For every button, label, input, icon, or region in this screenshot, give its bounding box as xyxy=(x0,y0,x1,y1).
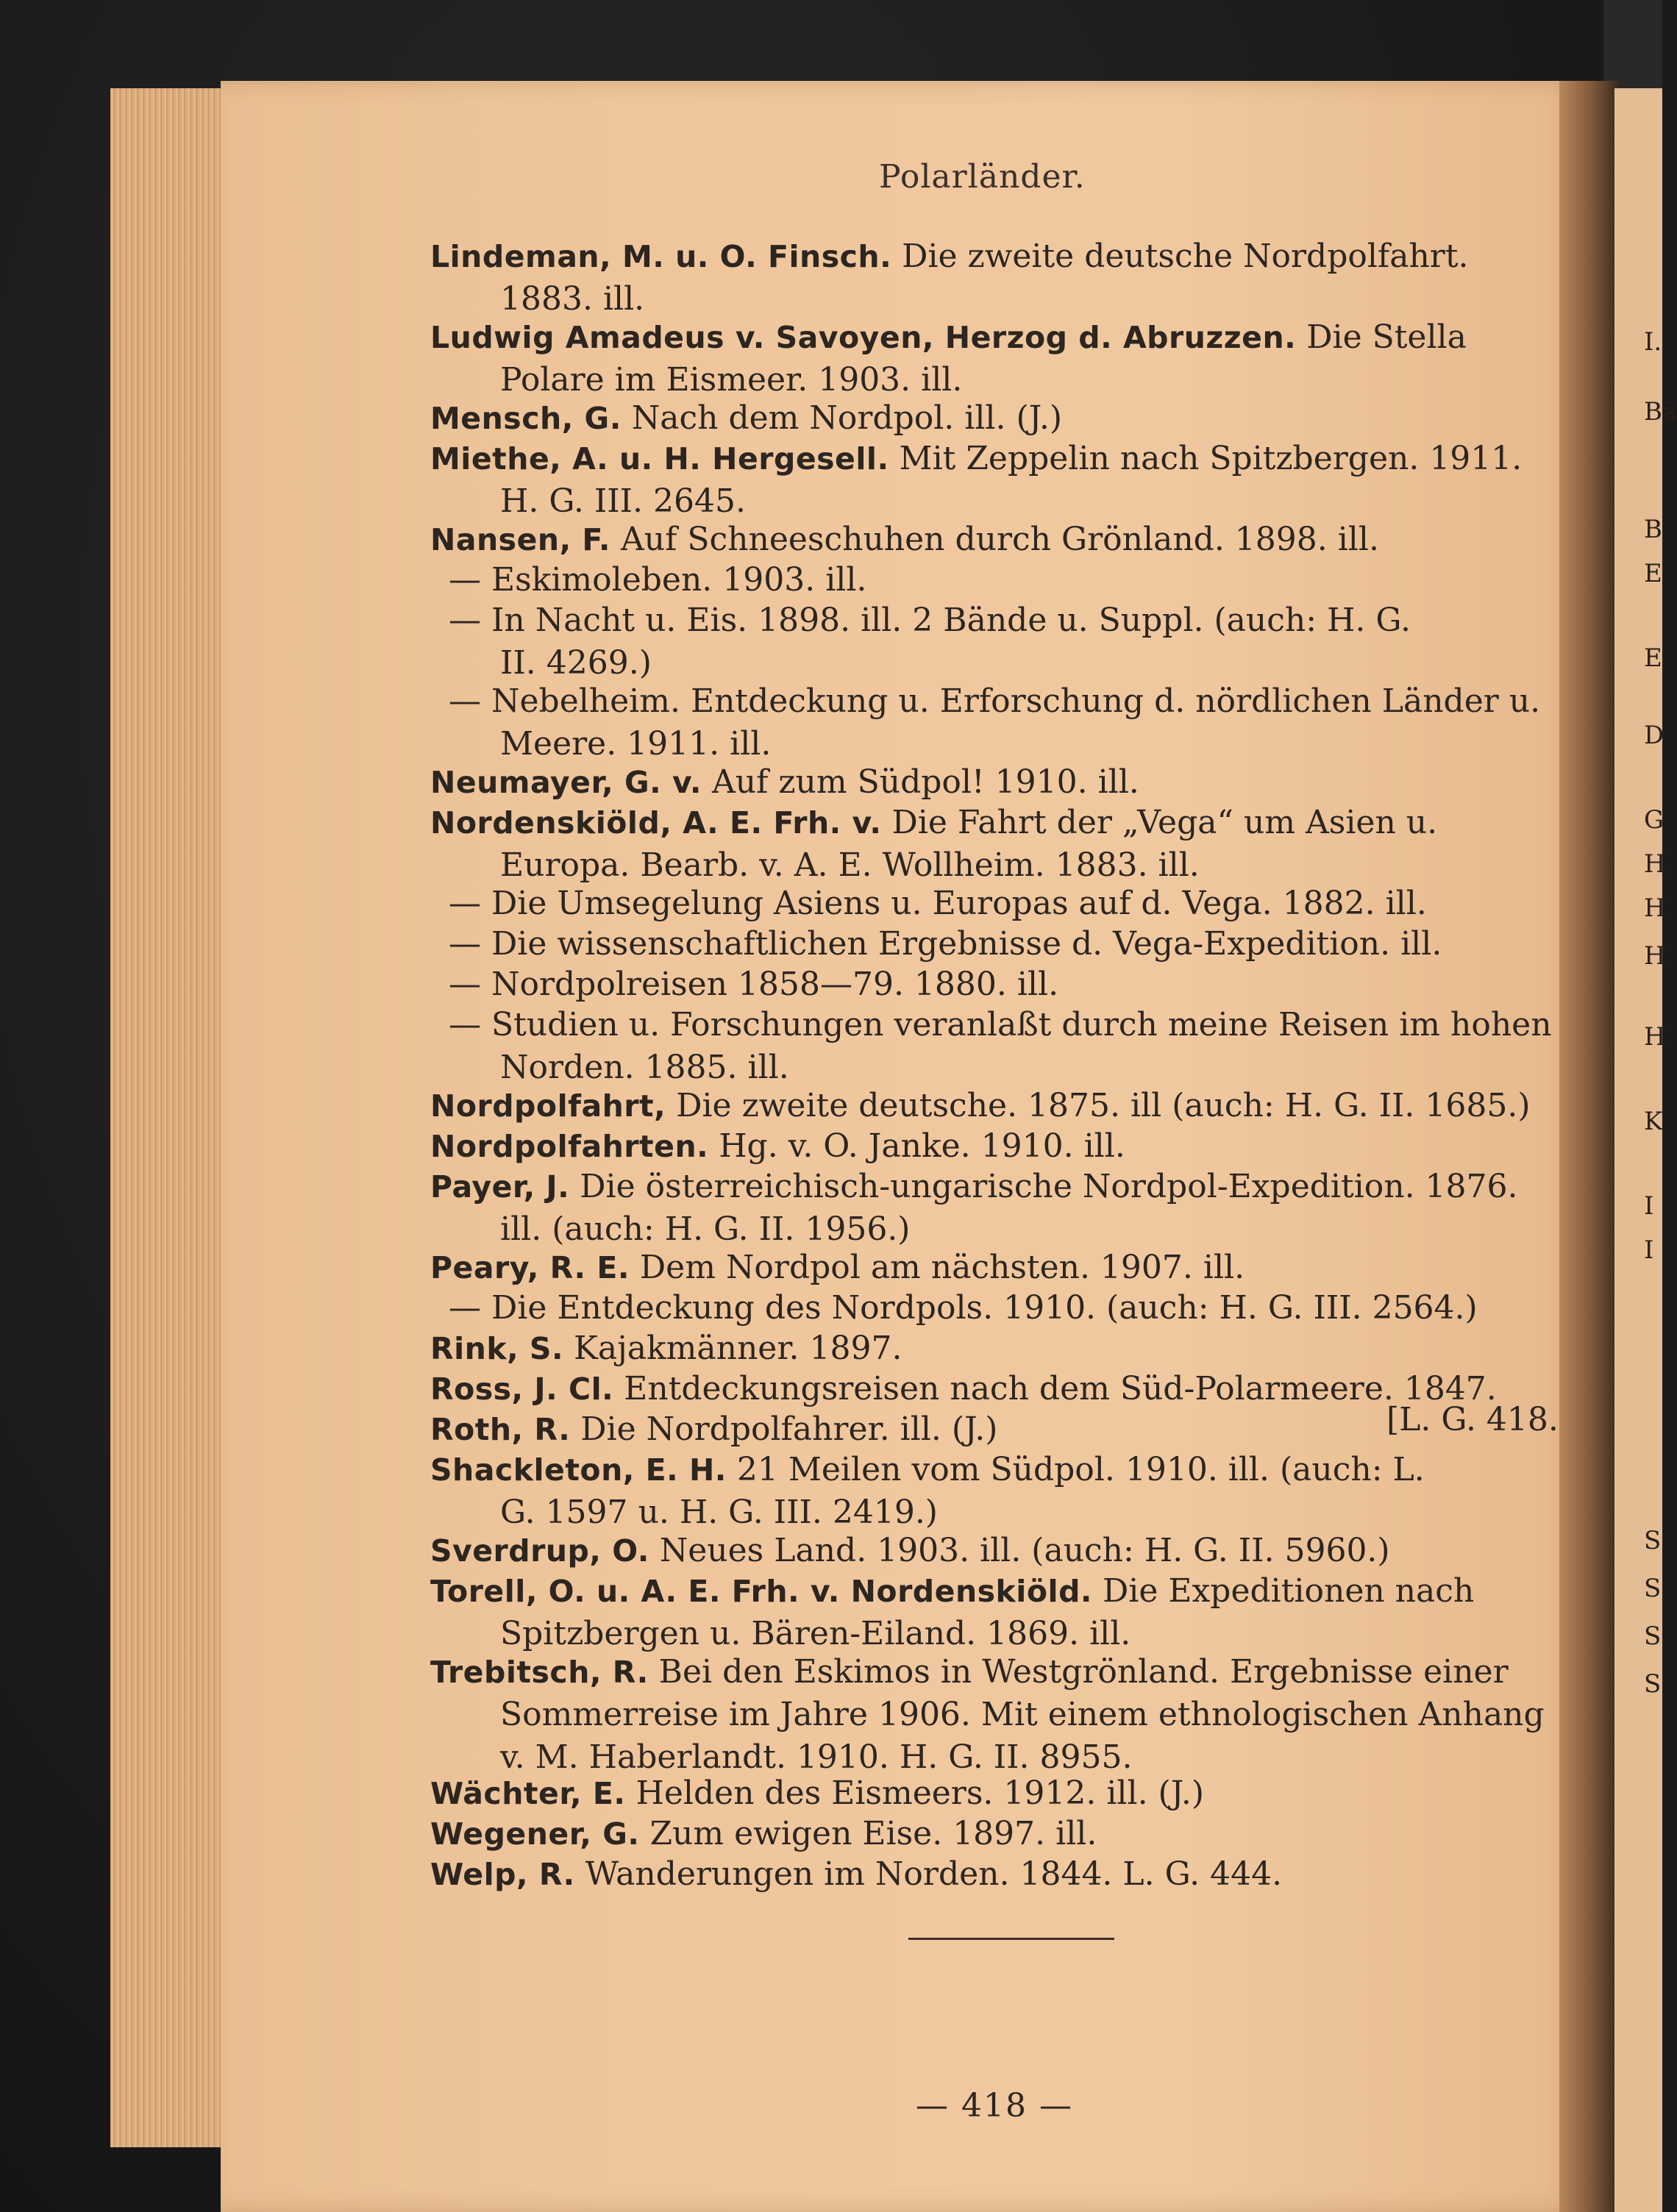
entry-first-line xyxy=(430,802,1563,844)
bibliography-entry xyxy=(430,882,1563,925)
entry-first-line xyxy=(430,1408,1563,1451)
entry-title: Die Expeditionen nach xyxy=(1092,1572,1475,1610)
entry-title: 21 Meilen vom Südpol. 1910. ill. (auch: L. xyxy=(726,1451,1425,1488)
facing-page-fragment: K xyxy=(1644,1107,1663,1136)
entry-author: Rink, S. xyxy=(430,1331,564,1366)
bibliography-entry xyxy=(430,802,1563,887)
entry-first-line xyxy=(430,316,1563,359)
entry-first-line xyxy=(430,1813,1563,1855)
entry-title: Die zweite deutsche. 1875. ill (auch: H. G. II. 1685.) xyxy=(666,1087,1531,1124)
entry-first-line xyxy=(430,397,1563,440)
entry-author: Nansen, F. xyxy=(430,522,610,557)
entry-first-line xyxy=(430,1246,1563,1289)
bibliography-entry xyxy=(430,1813,1563,1855)
facing-page-fragment: E xyxy=(1644,643,1662,673)
entry-title: Entdeckungsreisen nach dem Süd-Polarmeere. 1847. xyxy=(613,1370,1497,1408)
facing-page-fragment: G xyxy=(1644,805,1664,835)
entry-author: Lindeman, M. u. O. Finsch. xyxy=(430,239,892,274)
bibliography-entry xyxy=(430,1004,1563,1089)
entry-author: Wächter, E. xyxy=(430,1776,626,1811)
entry-continuation-line: Spitzbergen u. Bären-Eiland. 1869. ill. xyxy=(500,1615,1131,1652)
entry-continuation-line: II. 4269.) xyxy=(500,644,652,682)
entry-title: Mit Zeppelin nach Spitzbergen. 1911. xyxy=(889,440,1523,477)
bibliography-entry xyxy=(430,1085,1563,1127)
entry-first-line xyxy=(430,1449,1563,1491)
entry-continuation-line: Norden. 1885. ill. xyxy=(500,1049,789,1086)
facing-page-fragment: I xyxy=(1644,1191,1654,1221)
entry-author: Nordenskiöld, A. E. Frh. v. xyxy=(430,805,882,841)
entry-author: Payer, J. xyxy=(430,1169,570,1205)
entry-author: Trebitsch, R. xyxy=(430,1655,649,1690)
bibliography-entry xyxy=(430,1408,1563,1451)
entry-title: Dem Nordpol am nächsten. 1907. ill. xyxy=(629,1249,1245,1286)
entry-first-line xyxy=(430,963,1563,1006)
entry-title: Neues Land. 1903. ill. (auch: H. G. II. 5960.) xyxy=(649,1532,1390,1569)
entry-first-line xyxy=(430,518,1563,561)
facing-page-fragment: H xyxy=(1644,1022,1666,1052)
entry-title: Die Nordpolfahrer. ill. (J.) xyxy=(570,1410,998,1448)
book-gutter xyxy=(1559,81,1618,2212)
entry-first-line xyxy=(430,1327,1563,1370)
entry-first-line xyxy=(430,559,1563,602)
entry-title: Die Fahrt der „Vega“ um Asien u. xyxy=(881,804,1438,841)
bibliography-entry xyxy=(430,761,1563,804)
entry-first-line xyxy=(430,680,1563,723)
entry-title: — Eskimoleben. 1903. ill. xyxy=(449,561,867,599)
entry-title: Die Stella xyxy=(1296,318,1467,356)
entry-title: Bei den Eskimos in Westgrönland. Ergebnisse einer xyxy=(648,1653,1509,1691)
entry-first-line xyxy=(430,882,1563,925)
bibliography-entry xyxy=(430,1651,1563,1779)
entry-first-line xyxy=(430,438,1563,480)
page-stack-edges xyxy=(110,88,235,2147)
entry-author: Nordpolfahrten. xyxy=(430,1129,709,1164)
bibliography-entry xyxy=(430,316,1563,402)
entry-continuation-line: v. M. Haberlandt. 1910. H. G. II. 8955. xyxy=(500,1738,1133,1776)
entry-continuation-line: G. 1597 u. H. G. III. 2419.) xyxy=(500,1494,938,1531)
entry-author: Torell, O. u. A. E. Frh. v. Nordenskiöld. xyxy=(430,1574,1092,1609)
facing-page-fragment: S xyxy=(1644,1621,1662,1651)
entry-first-line xyxy=(430,235,1563,278)
entry-first-line xyxy=(430,1772,1563,1815)
entry-author: Shackleton, E. H. xyxy=(430,1452,727,1488)
entry-author: Wegener, G. xyxy=(430,1816,640,1852)
entry-author: Sverdrup, O. xyxy=(430,1533,649,1569)
entry-title: Auf Schneeschuhen durch Grönland. 1898. ill. xyxy=(610,521,1379,558)
entry-continuation-line: Sommerreise im Jahre 1906. Mit einem ethnologischen Anhang xyxy=(500,1696,1545,1733)
facing-page-fragment: Bä xyxy=(1644,397,1677,427)
facing-page-fragment: S xyxy=(1644,1574,1662,1603)
bibliography-entry xyxy=(430,923,1563,966)
bibliography-entry xyxy=(430,559,1563,602)
bibliography-entry xyxy=(430,963,1563,1006)
entry-author: Neumayer, G. v. xyxy=(430,765,702,800)
entry-first-line xyxy=(430,1530,1563,1572)
entry-title: — Die Entdeckung des Nordpols. 1910. (auch: H. G. III. 2564.) xyxy=(449,1289,1478,1327)
entry-first-line xyxy=(430,1166,1563,1208)
entry-title: Auf zum Südpol! 1910. ill. xyxy=(701,763,1139,801)
entry-title: Die österreichisch-ungarische Nordpol-Expedition. 1876. xyxy=(569,1168,1518,1205)
entry-title: — Nordpolreisen 1858—79. 1880. ill. xyxy=(449,966,1059,1003)
entry-title: Kajakmänner. 1897. xyxy=(563,1330,902,1367)
facing-page-edge xyxy=(1614,88,1677,2212)
entry-continuation-line: Europa. Bearb. v. A. E. Wollheim. 1883. ill. xyxy=(500,846,1200,884)
end-rule xyxy=(908,1938,1114,1940)
facing-page-fragment: I xyxy=(1644,1235,1654,1265)
entry-title: — Studien u. Forschungen veranlaßt durch meine Reisen im hohen xyxy=(449,1006,1552,1043)
bibliography-entry xyxy=(430,438,1563,523)
entry-first-line xyxy=(430,1853,1563,1896)
entry-author: Mensch, G. xyxy=(430,401,622,436)
bibliography-entry xyxy=(430,1125,1563,1168)
entry-first-line xyxy=(430,1651,1563,1694)
entry-first-line xyxy=(430,1004,1563,1046)
entry-author: Roth, R. xyxy=(430,1412,571,1447)
entry-first-line xyxy=(430,599,1563,642)
bibliography-entry xyxy=(430,1449,1563,1534)
shelfmark-note: [L. G. 418. xyxy=(1386,1401,1559,1438)
bibliography-entry xyxy=(430,1246,1563,1289)
facing-page-fragment: E xyxy=(1644,559,1662,588)
bibliography-entry xyxy=(430,1166,1563,1251)
running-head: Polarländer. xyxy=(879,158,1086,196)
entry-title: Helden des Eismeers. 1912. ill. (J.) xyxy=(625,1774,1205,1812)
bibliography-entry xyxy=(430,1772,1563,1815)
bibliography-entry xyxy=(430,518,1563,561)
entry-first-line xyxy=(430,1570,1563,1613)
entry-first-line xyxy=(430,923,1563,966)
bibliography-entry xyxy=(430,1530,1563,1572)
facing-page-fragment: B xyxy=(1644,515,1662,544)
entry-title: — Nebelheim. Entdeckung u. Erforschung d. nördlichen Länder u. xyxy=(449,682,1541,720)
entry-title: Wanderungen im Norden. 1844. L. G. 444. xyxy=(574,1855,1283,1893)
facing-page-fragment: S xyxy=(1644,1669,1662,1699)
entry-author: Ludwig Amadeus v. Savoyen, Herzog d. Abruzzen. xyxy=(430,320,1297,355)
bibliography-entry xyxy=(430,1327,1563,1370)
page-number: — 418 — xyxy=(916,2087,1073,2124)
facing-page-fragment: D xyxy=(1644,721,1664,750)
bibliography-entry xyxy=(430,1570,1563,1655)
entry-title: Zum ewigen Eise. 1897. ill. xyxy=(639,1815,1097,1852)
entry-first-line xyxy=(430,1085,1563,1127)
bibliography-entry xyxy=(430,680,1563,766)
bibliography-entry xyxy=(430,1287,1563,1330)
entry-title: Nach dem Nordpol. ill. (J.) xyxy=(621,399,1063,437)
facing-page-fragment: H xyxy=(1644,941,1666,971)
entry-title: Die zweite deutsche Nordpolfahrt. xyxy=(891,238,1469,275)
bibliography-entry xyxy=(430,599,1563,685)
entry-first-line xyxy=(430,1287,1563,1330)
facing-page-fragment: H xyxy=(1644,849,1666,879)
facing-page-fragment: I. xyxy=(1644,327,1662,357)
entry-continuation-line: H. G. III. 2645. xyxy=(500,482,746,520)
entry-continuation-line: 1883. ill. xyxy=(500,280,645,318)
bibliography-entry xyxy=(430,397,1563,440)
entry-first-line xyxy=(430,761,1563,804)
entry-title: — In Nacht u. Eis. 1898. ill. 2 Bände u. Suppl. (auch: H. G. xyxy=(449,602,1411,639)
facing-page-fragment: H xyxy=(1644,893,1666,923)
entry-continuation-line: Polare im Eismeer. 1903. ill. xyxy=(500,361,963,399)
entry-author: Welp, R. xyxy=(430,1857,575,1892)
entry-title: — Die wissenschaftlichen Ergebnisse d. Vega-Expedition. ill. xyxy=(449,925,1442,963)
bibliography-entry xyxy=(430,235,1563,321)
entry-title: — Die Umsegelung Asiens u. Europas auf d. Vega. 1882. ill. xyxy=(449,885,1427,922)
entry-title: Hg. v. O. Janke. 1910. ill. xyxy=(708,1127,1125,1165)
entry-author: Peary, R. E. xyxy=(430,1250,630,1285)
entry-author: Miethe, A. u. H. Hergesell. xyxy=(430,441,889,477)
entry-first-line xyxy=(430,1125,1563,1168)
entry-continuation-line: ill. (auch: H. G. II. 1956.) xyxy=(500,1210,911,1248)
entry-continuation-line: Meere. 1911. ill. xyxy=(500,725,772,763)
entry-author: Nordpolfahrt, xyxy=(430,1088,666,1124)
facing-page-fragment: S xyxy=(1644,1526,1662,1555)
entry-author: Ross, J. Cl. xyxy=(430,1371,614,1407)
bibliography-entry xyxy=(430,1853,1563,1896)
